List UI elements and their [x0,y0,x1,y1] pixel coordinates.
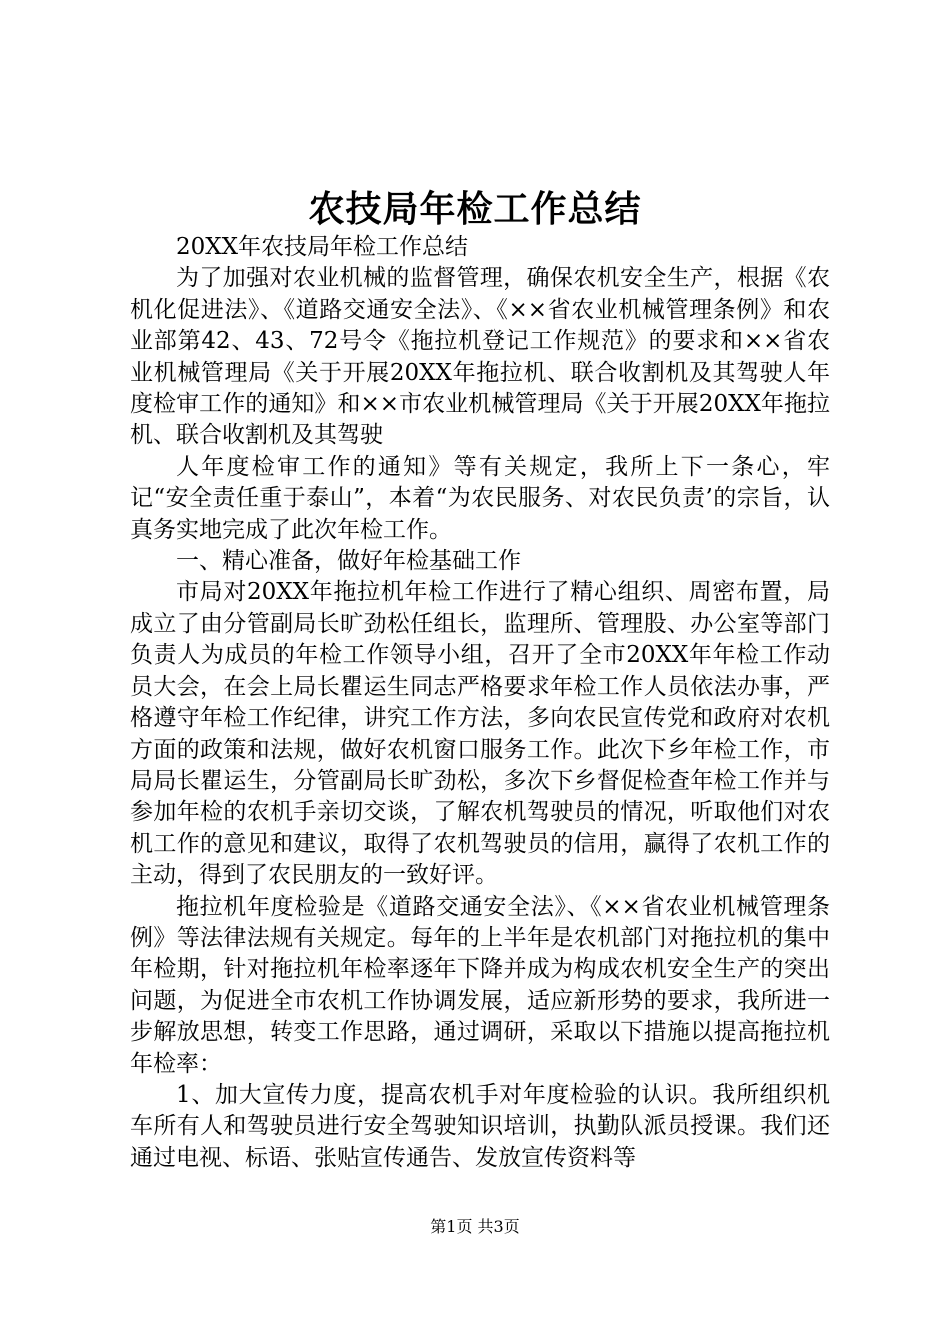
paragraph-section-1: 市局对20XX年拖拉机年检工作进行了精心组织、周密布置，局成立了由分管副局长旷劲松任组长，监理所、管理股、办公室等部门负责人为成员的年检工作领导小组，召开了全市20XX年年检工作动员大会，在会上局长瞿运生同志严格要求年检工作人员依法办事，严格遵守年检工作纪律，讲究工作方法，多向农民宣传党和政府对农机方面的政策和法规，做好农机窗口服务工作。此次下乡年检工作，市局局长瞿运生，分管副局长旷劲松，多次下乡督促检查年检工作并与参加年检的农机手亲切交谈，了解农机驾驶员的情况，听取他们对农机工作的意见和建议，取得了农机驾驶员的信用，赢得了农机工作的主动，得到了农民朋友的一致好评。 [130,579,830,889]
paragraph-inspection: 拖拉机年度检验是《道路交通安全法》、《××省农业机械管理条例》等法律法规有关规定。每年的上半年是农机部门对拖拉机的集中年检期，针对拖拉机年检率逐年下降并成为构成农机安全生产的突出问题，为促进全市农机工作协调发展，适应新形势的要求，我所进一步解放思想，转变工作思路，通过调研，采取以下措施以提高拖拉机年检率： [130,893,830,1077]
paragraph-intro-continued: 人年度检审工作的通知》等有关规定，我所上下一条心，牢记“安全责任重于泰山”，本着“为农民服务、对农民负责’的宗旨，认真务实地完成了此次年检工作。 [130,453,830,543]
paragraph-measure-1: 1、加大宣传力度，提高农机手对年度检验的认识。我所组织机车所有人和驾驶员进行安全驾驶知识培训，执勤队派员授课。我们还通过电视、标语、张贴宣传通告、发放宣传资料等 [130,1081,830,1171]
section-heading-1: 一、精心准备，做好年检基础工作 [176,548,521,575]
paragraph-subtitle: 20XX年农技局年检工作总结 [176,234,469,260]
document-title: 农技局年检工作总结 [308,188,642,230]
page-footer: 第1页 共3页 [430,1217,520,1236]
paragraph-intro: 为了加强对农业机械的监督管理，确保农机安全生产，根据《农机化促进法》、《道路交通安全法》、《××省农业机械管理条例》和农业部第42、43、72号令《拖拉机登记工作规范》的要求和××省农业机械管理局《关于开展20XX年拖拉机、联合收割机及其驾驶人年度检审工作的通知》和××市农业机械管理局《关于开展20XX年拖拉机、联合收割机及其驾驶 [130,265,830,449]
document-body [130,232,830,1174]
